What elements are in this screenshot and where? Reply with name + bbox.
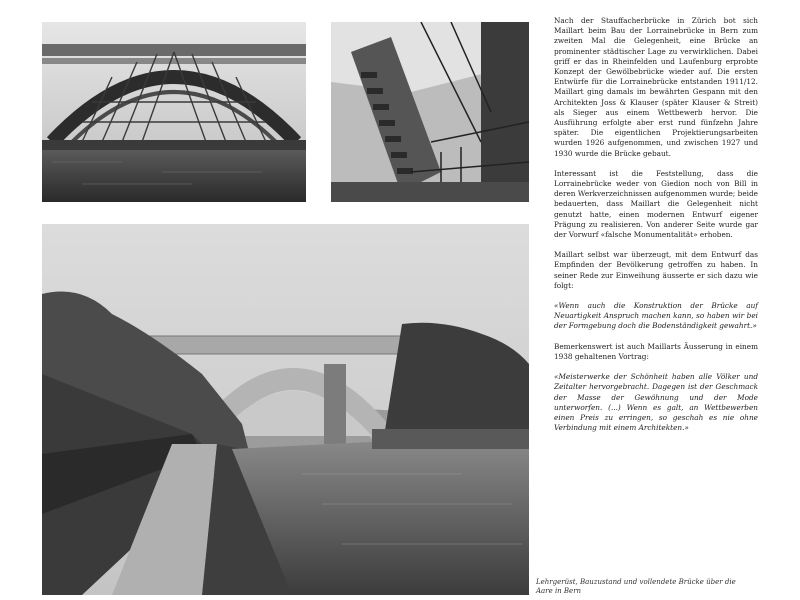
article-text-column <box>554 16 758 443</box>
paragraph-critique: Interessant ist die Feststellung, dass die Lorrainebrücke weder von Giedion noch von Bill in deren Werkverzeichnissen aufgenommen wurde; beide bedauerten, dass Maillart die Gelegenheit nicht genutzt hatte, einen modernen Entwurf eigener Prägung zu realisieren. Von anderer Seite wurde gar der Vorwurf «falsche Monumentalität» erhoben. <box>554 168 758 240</box>
photo-caption: Lehrgerüst, Bauzustand und vollendete Brücke über die Aare in Bern <box>536 578 736 595</box>
photo-completed-bridge <box>42 224 529 595</box>
photo-scaffolding-arch <box>42 22 306 202</box>
paragraph-intro: Nach der Stauffacherbrücke in Zürich bot sich Maillart beim Bau der Lorrainebrücke in Bern zum zweiten Mal die Gelegenheit, eine Brücke an prominenter städtischer Lage zu verwirklichen. Dabei griff er das in Rheinfelden und Laufenburg erprobte Konzept der Gewölbebrücke wieder auf. Die ersten Entwürfe für die Lorrainebrücke entstanden 1911/12. Maillart ging damals im bewährten Gespann mit den Architekten Joss & Klauser (später Klauser & Streit) als Sieger aus einem Wettbewerb hervor. Die Ausführung erfolgte aber erst rund fünfzehn Jahre später. Die eigentlichen Projektierungsarbeiten wurden 1926 aufgenommen, und zwischen 1927 und 1930 wurde die Brücke gebaut. <box>554 16 758 158</box>
quote-inauguration-speech: «Wenn auch die Konstruktion der Brücke auf Neuartigkeit Anspruch machen kann, so haben wir bei der Formgebung doch die Bodenständigkeit gewahrt.» <box>554 301 758 331</box>
photo-construction-detail <box>331 22 529 202</box>
paragraph-maillart-conviction: Maillart selbst war überzeugt, mit dem Entwurf das Empfinden der Bevölkerung getroffen zu haben. In seiner Rede zur Einweihung äusserte er sich dazu wie folgt: <box>554 250 758 290</box>
paragraph-lecture-intro: Bemerkenswert ist auch Maillarts Äusserung in einem 1938 gehaltenen Vortrag: <box>554 341 758 361</box>
quote-lecture-1938: «Meisterwerke der Schönheit haben alle Völker und Zeitalter hervorgebracht. Dagegen ist der Geschmack der Masse der Gewöhnung und der Mode unterworfen. (...) Wenn es galt, an Wettbewerben einen Preis zu erringen, so geschah es nie ohne Verbindung mit einem Architekten.» <box>554 372 758 433</box>
